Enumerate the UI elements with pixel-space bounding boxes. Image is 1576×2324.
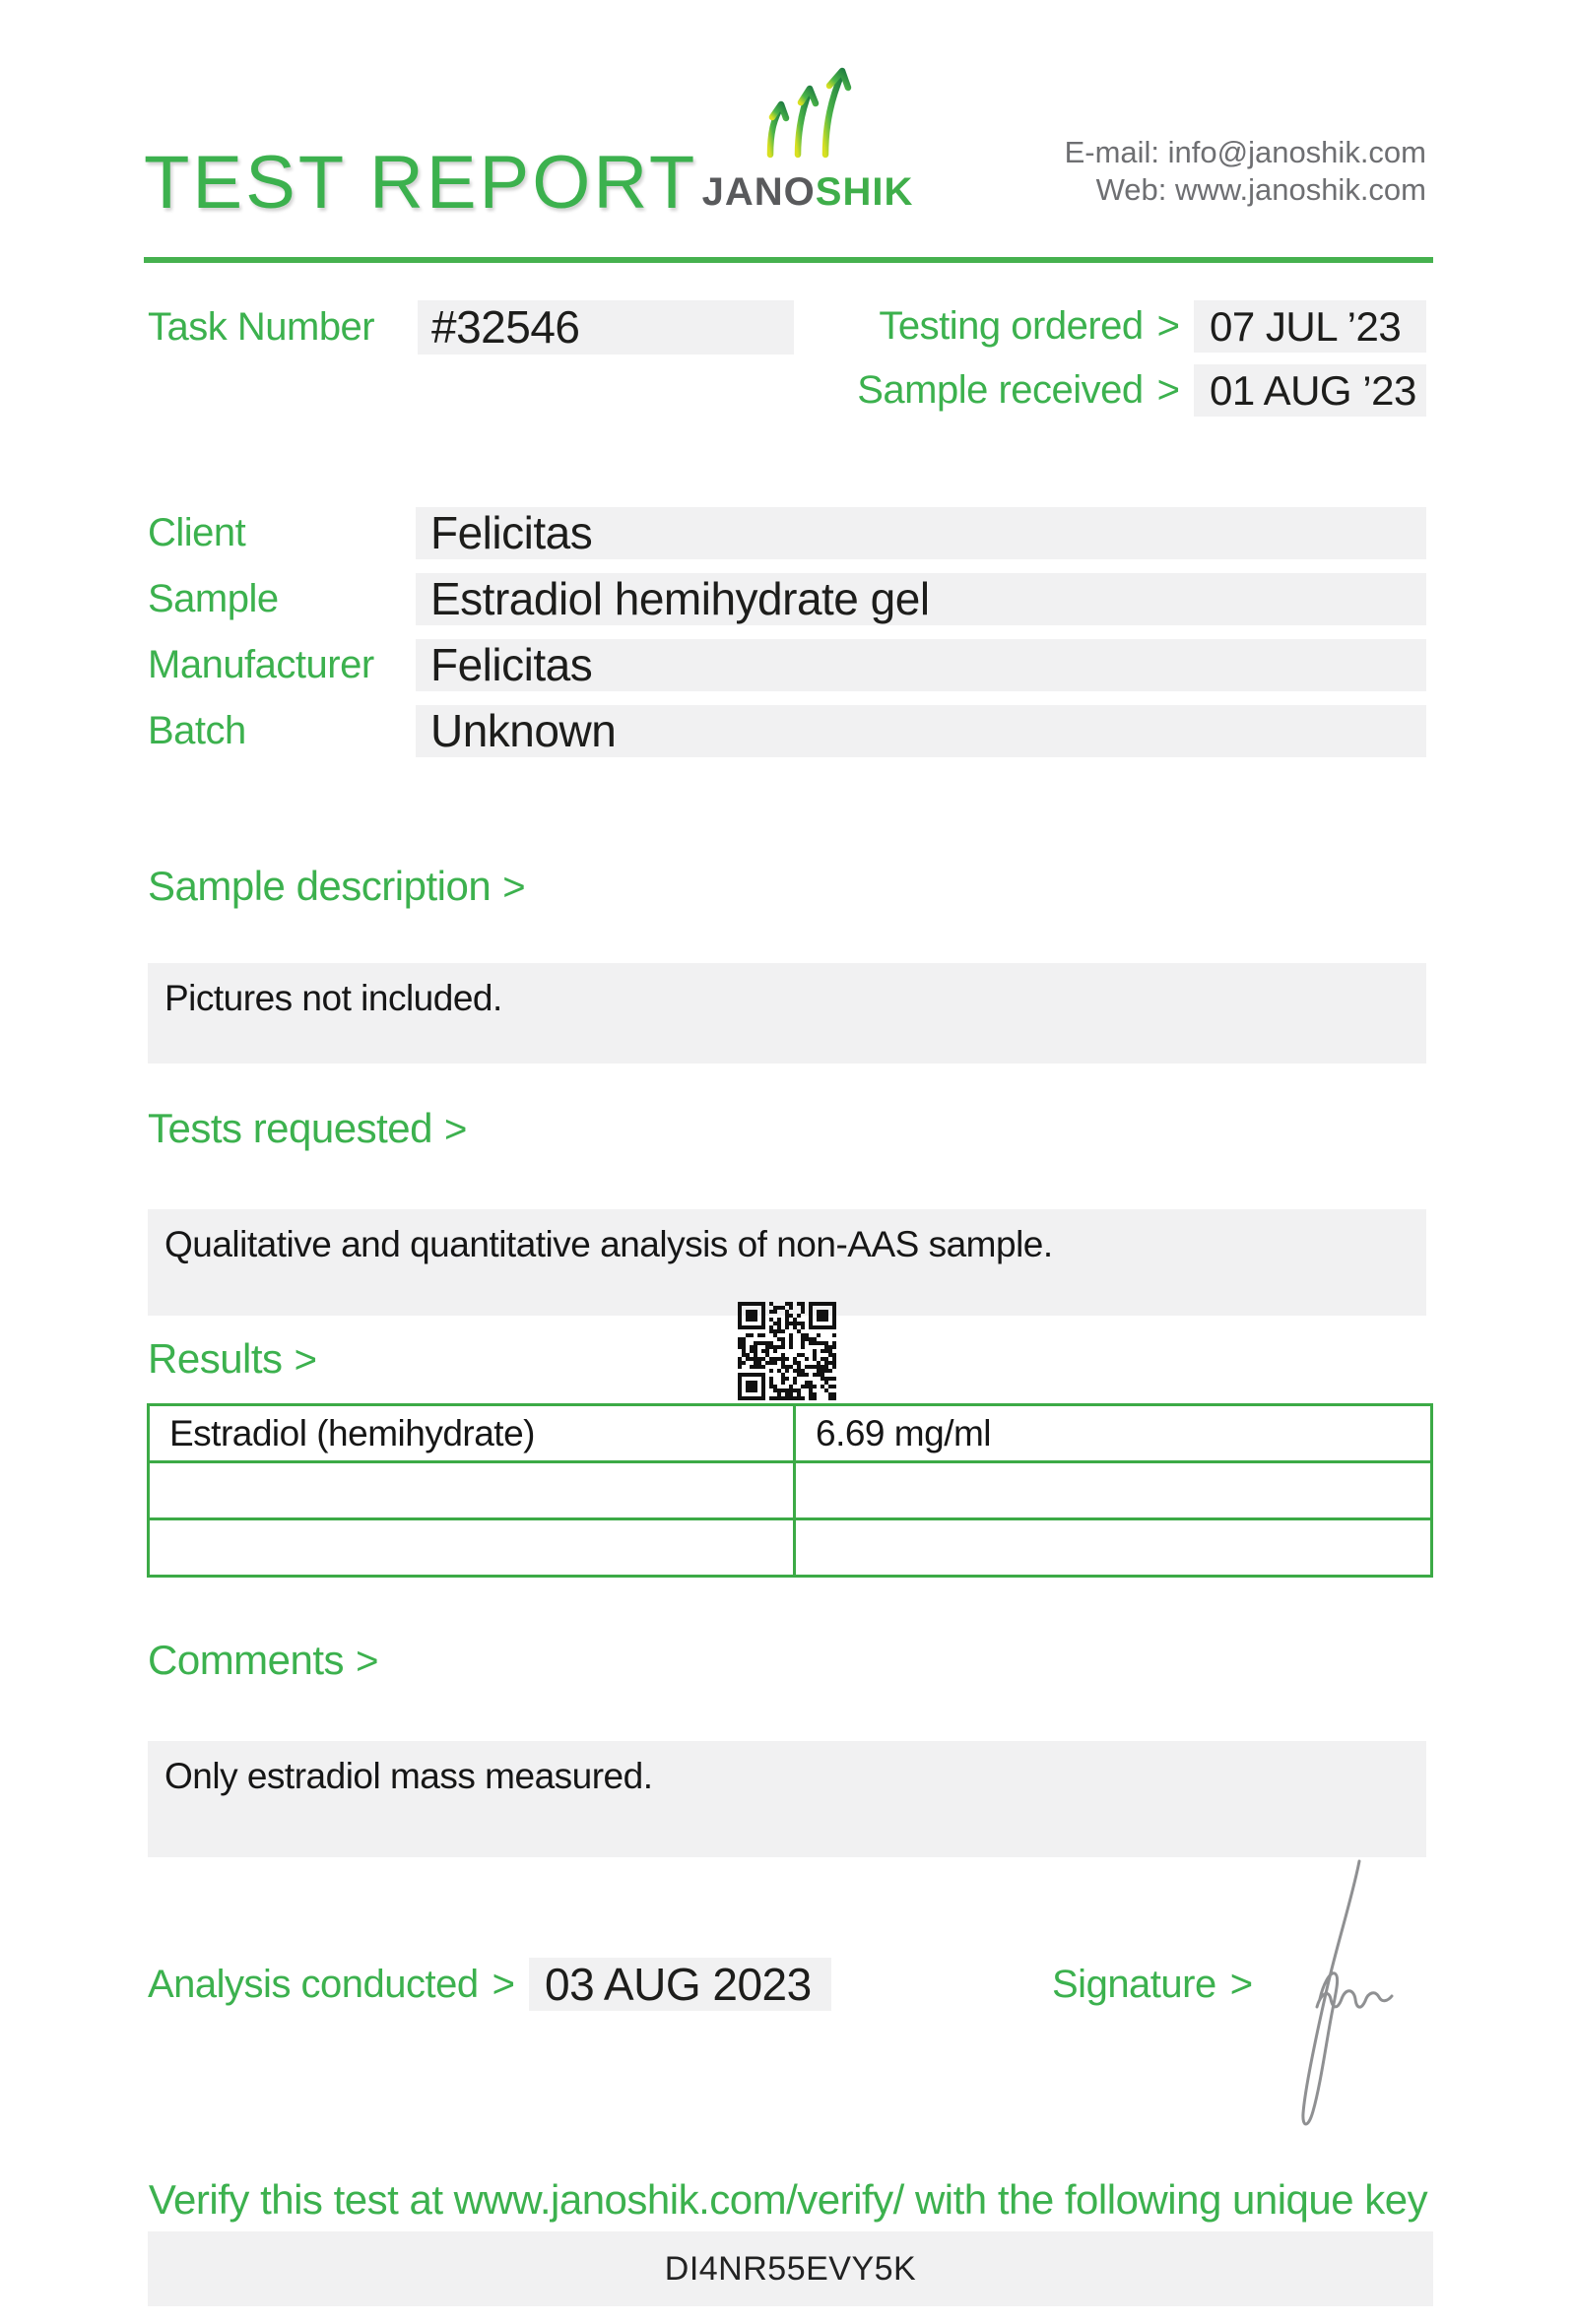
- brand-logo: [685, 63, 931, 215]
- chevron-right-icon: >: [356, 1640, 378, 1683]
- brand-name: [702, 170, 914, 215]
- contact-email: E-mail: info@janoshik.com: [1064, 135, 1426, 169]
- comments-heading-text: Comments: [148, 1637, 345, 1683]
- results-heading-text: Results: [148, 1335, 283, 1382]
- chevron-right-icon: >: [1229, 1963, 1254, 2006]
- signature-image: [1266, 1849, 1394, 2150]
- testing-ordered-label: Testing ordered: [879, 304, 1144, 348]
- manufacturer-label: Manufacturer: [148, 643, 374, 686]
- brand-name-green: SHIK: [815, 170, 914, 214]
- sample-received-value: 01 AUG ’23: [1210, 367, 1416, 414]
- testing-ordered-field: [1194, 300, 1426, 353]
- results-table: [147, 1403, 1433, 1578]
- chevron-right-icon: >: [492, 1963, 516, 2006]
- page-title: TEST REPORT: [144, 141, 698, 225]
- sample-received-row: [857, 364, 1426, 417]
- result-value-cell: [796, 1520, 1430, 1575]
- result-analyte-cell: [150, 1520, 796, 1575]
- sample-received-label: Sample received: [857, 368, 1144, 412]
- sample-received-field: [1194, 364, 1426, 417]
- results-table-row: [150, 1406, 1430, 1463]
- tests-requested-heading-text: Tests requested: [148, 1105, 433, 1151]
- chevron-right-icon: >: [294, 1338, 317, 1382]
- qr-code: [738, 1302, 836, 1400]
- sample-description-heading: [148, 863, 525, 910]
- manufacturer-field: [416, 639, 1426, 691]
- sample-field: [416, 573, 1426, 625]
- task-number-value: #32546: [431, 301, 580, 353]
- contact-block: [1065, 134, 1426, 209]
- chevron-right-icon: >: [1156, 368, 1180, 412]
- sample-label: Sample: [148, 577, 279, 620]
- task-number-field: [418, 300, 794, 355]
- results-table-row: [150, 1463, 1430, 1520]
- batch-field: [416, 705, 1426, 757]
- client-field: [416, 507, 1426, 559]
- result-analyte-cell: [150, 1463, 796, 1517]
- signature-row: [1052, 1958, 1253, 2011]
- growth-chart-icon: [760, 63, 855, 166]
- results-heading: [148, 1335, 316, 1383]
- sample-value: Estradiol hemihydrate gel: [430, 573, 930, 624]
- analysis-conducted-row: [148, 1958, 831, 2011]
- comments-text: Only estradiol mass measured.: [164, 1756, 653, 1796]
- tests-requested-heading: [148, 1105, 467, 1152]
- batch-label: Batch: [148, 709, 246, 752]
- tests-requested-text: Qualitative and quantitative analysis of non-AAS sample.: [164, 1224, 1053, 1264]
- sample-description-box: [148, 963, 1426, 1064]
- signature-label: Signature: [1052, 1963, 1216, 2006]
- chevron-right-icon: >: [1156, 304, 1180, 348]
- testing-ordered-row: [879, 300, 1426, 353]
- analysis-date-field: [529, 1958, 831, 2011]
- verify-instruction: Verify this test at www.janoshik.com/verify/ with the following unique key: [148, 2176, 1428, 2223]
- results-table-row: [150, 1520, 1430, 1575]
- brand-name-gray: JANO: [701, 170, 816, 214]
- tests-requested-box: [148, 1209, 1426, 1316]
- manufacturer-value: Felicitas: [430, 639, 593, 690]
- sample-description-text: Pictures not included.: [164, 978, 502, 1018]
- comments-box: [148, 1741, 1426, 1857]
- verification-key-value: DI4NR55EVY5K: [664, 2250, 917, 2288]
- chevron-right-icon: >: [502, 866, 526, 909]
- testing-ordered-value: 07 JUL ’23: [1210, 303, 1402, 350]
- comments-heading: [148, 1637, 378, 1684]
- result-analyte-cell: Estradiol (hemihydrate): [150, 1406, 796, 1460]
- contact-web: Web: www.janoshik.com: [1095, 172, 1426, 207]
- result-value-cell: [796, 1463, 1430, 1517]
- result-value-cell: 6.69 mg/ml: [816, 1413, 992, 1453]
- chevron-right-icon: >: [444, 1108, 467, 1151]
- verification-key-field: [148, 2231, 1433, 2306]
- task-number-label: Task Number: [148, 305, 375, 349]
- analysis-date-value: 03 AUG 2023: [545, 1959, 812, 2010]
- sample-description-heading-text: Sample description: [148, 863, 492, 909]
- header-divider: [144, 257, 1433, 263]
- batch-value: Unknown: [430, 705, 617, 756]
- client-label: Client: [148, 511, 246, 554]
- client-value: Felicitas: [430, 507, 593, 558]
- analysis-conducted-label: Analysis conducted: [148, 1963, 479, 2006]
